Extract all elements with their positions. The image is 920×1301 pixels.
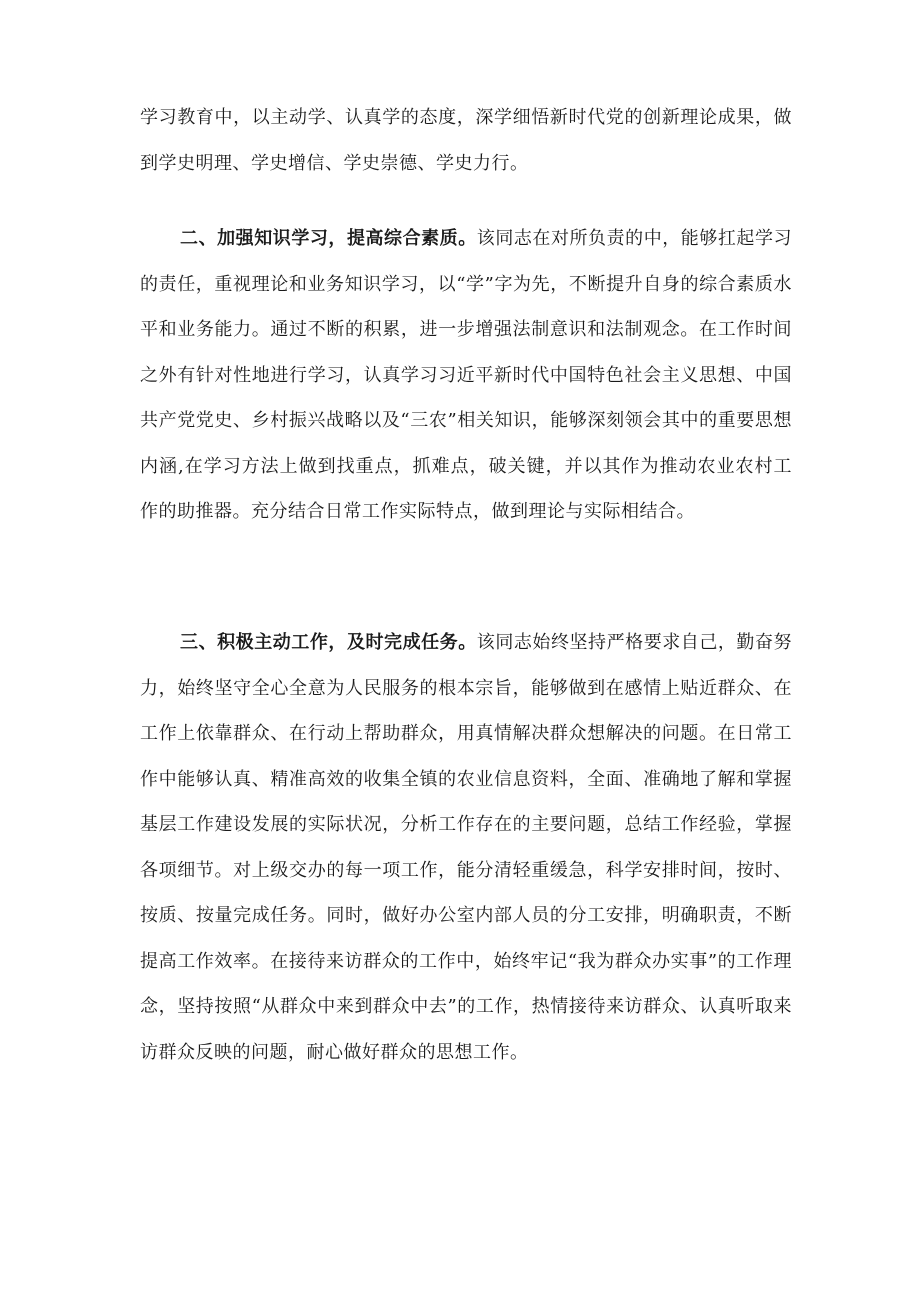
paragraph-section-three [140, 620, 792, 1075]
paragraph-text: 学习教育中，以主动学、认真学的态度，深学细悟新时代党的创新理论成果，做到学史明理、学史增信、学史崇德、学史力行。 [140, 107, 792, 174]
paragraph-body: 该同志始终坚持严格要求自己，勤奋努力，始终坚守全心全意为人民服务的根本宗旨，能够做到在感情上贴近群众、在工作上依靠群众、在行动上帮助群众，用真情解决群众想解决的问题。在日常工作中能够认真、精准高效的收集全镇的农业信息资料，全面、准确地了解和掌握基层工作建设发展的实际状况，分析工作存在的主要问题，总结工作经验，掌握各项细节。对上级交办的每一项工作，能分清轻重缓急，科学安排时间，按时、按质、按量完成任务。同时，做好办公室内部人员的分工安排，明确职责，不断提高工作效率。在接待来访群众的工作中，始终牢记“我为群众办实事”的工作理念，坚持按照“从群众中来到群众中去”的工作，热情接待来访群众、认真听取来访群众反映的问题，耐心做好群众的思想工作。 [140, 632, 793, 1063]
paragraph-body: 该同志在对所负责的中，能够扛起学习的责任，重视理论和业务知识学习，以“学”字为先，不断提升自身的综合素质水平和业务能力。通过不断的积累，进一步增强法制意识和法制观念。在工作时间之外有针对性地进行学习，认真学习习近平新时代中国特色社会主义思想、中国共产党党史、乡村振兴战略以及“三农”相关知识，能够深刻领会其中的重要思想内涵,在学习方法上做到找重点，抓难点，破关键，并以其作为推动农业农村工作的助推器。充分结合日常工作实际特点，做到理论与实际相结合。 [140, 228, 793, 522]
paragraph-continuation [140, 95, 792, 186]
section-heading: 二、加强知识学习，提高综合素质。 [180, 228, 477, 249]
section-heading: 三、积极主动工作，及时完成任务。 [180, 632, 477, 653]
paragraph-section-two [140, 216, 792, 535]
